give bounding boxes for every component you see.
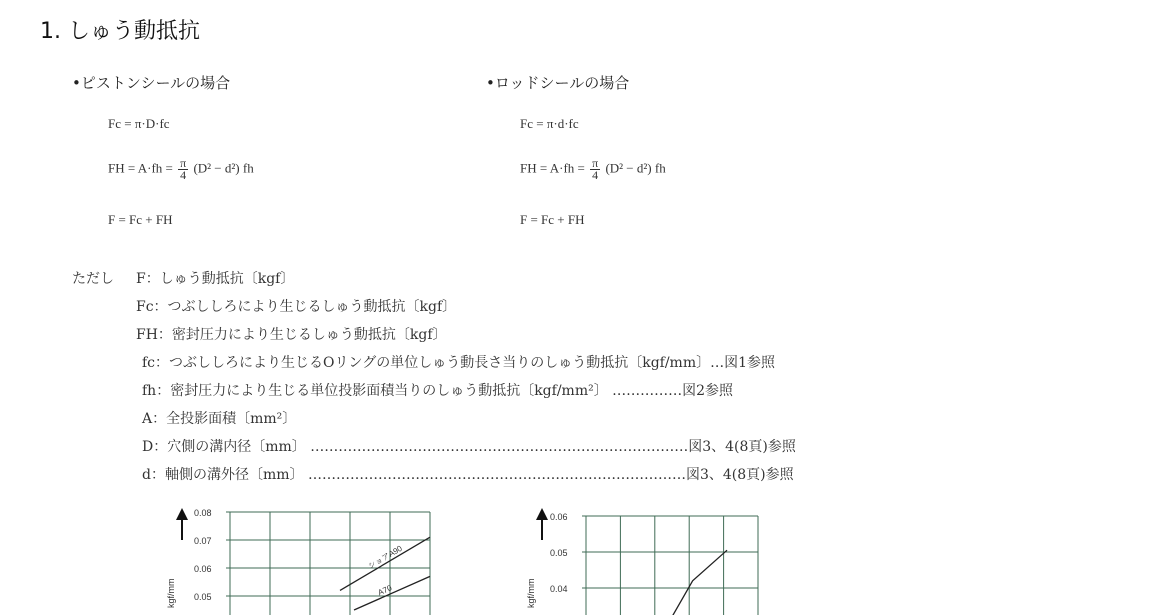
definition-item: d：軸側の溝外径〔mm〕 ………………………………………………………………………図3、4(8頁)参照 [142,467,794,483]
y-tick-label: 0.06 [550,512,568,522]
y-tick-label: 0.05 [550,548,568,558]
rod-formula-f: F = Fc + FH [520,212,585,227]
y-tick-label: 0.05 [194,592,212,602]
definition-item: fc：つぶししろにより生じるOリングの単位しゅう動長さ当りのしゅう動抵抗〔kgf/mm〕…図1参照 [142,355,776,371]
rod-formula-fh-rhs: (D² − d²) fh [605,160,666,176]
rod-formula-fc: Fc = π·d·fc [520,116,579,131]
piston-formula-fh-rhs: (D² − d²) fh [193,160,254,176]
definition-item: F：しゅう動抵抗〔kgf〕 [136,271,295,287]
rod-fraction [590,158,600,181]
page-title: 1. しゅう動抵抗 [40,19,200,44]
piston-formula-fh [108,158,254,181]
series-line [672,550,727,615]
y-axis-label: kgf/mm [166,578,176,608]
rod-frac-den: 4 [592,168,599,182]
piston-formula-f: F = Fc + FH [108,212,173,227]
y-tick-label: 0.07 [194,536,212,546]
definition-item: FH：密封圧力により生じるしゅう動抵抗〔kgf〕 [136,327,447,343]
rod-seal-header: •ロッドシールの場合 [486,74,630,92]
piston-formula-fh-lhs: FH = A·fh = [108,160,173,176]
y-tick-label: 0.08 [194,508,212,518]
chart-figure-2 [520,500,780,615]
definition-item: fh：密封圧力により生じる単位投影面積当りのしゅう動抵抗〔kgf/mm²〕 ……………図2参照 [142,383,734,399]
definition-item: A：全投影面積〔mm²〕 [142,411,297,427]
y-axis-label: kgf/mm [526,578,536,608]
definition-item: Fc：つぶししろにより生じるしゅう動抵抗〔kgf〕 [136,299,457,315]
series-label: ショアA90 [366,543,404,571]
piston-seal-header: •ピストンシールの場合 [72,74,231,92]
series-line [354,576,430,610]
rod-formula-fh-lhs: FH = A·fh = [520,160,585,176]
y-axis-arrowhead [536,508,548,520]
series-label: A70 [376,583,394,598]
y-tick-label: 0.04 [550,584,568,594]
rod-formula-fh [520,158,666,181]
rod-frac-num: π [592,156,599,170]
y-axis-arrowhead [176,508,188,520]
piston-formula-fc: Fc = π·D·fc [108,116,170,131]
definition-item: D：穴側の溝内径〔mm〕 ………………………………………………………………………図3、4(8頁)参照 [142,439,796,455]
piston-frac-den: 4 [180,168,187,182]
piston-fraction [178,158,188,181]
piston-frac-num: π [180,156,187,170]
y-tick-label: 0.06 [194,564,212,574]
definitions-lead: ただし [72,271,114,287]
chart-figure-1 [160,500,450,615]
